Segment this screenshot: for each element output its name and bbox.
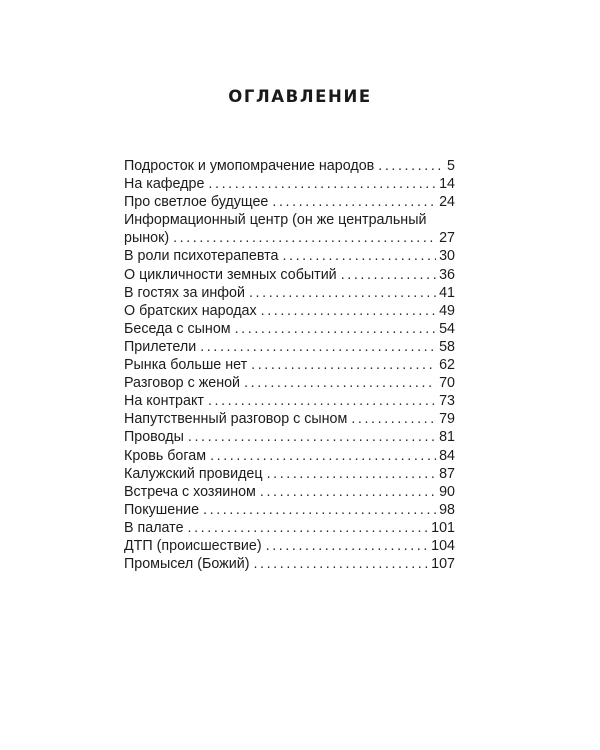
toc-entry-page-number: 62 [439,357,455,374]
toc-entry-title: Промысел (Божий) [124,556,250,573]
toc-entry [124,193,455,211]
toc-dot-leader [253,555,428,573]
toc-entry [124,157,455,175]
toc-entry-title: Разговор с женой [124,375,241,392]
toc-entry [124,356,455,374]
toc-entry-page-number: 101 [431,519,455,536]
toc-entry-title: О братских народах [124,302,257,319]
toc-entry-page-number: 49 [439,302,455,319]
toc-entry-page-number: 98 [439,501,455,518]
toc-entry-title: Прилетели [124,338,197,355]
toc-entry-title: На контракт [124,393,204,410]
toc-entry-title: Покушение [124,501,200,518]
toc-entry [124,483,455,501]
toc-dot-leader [188,519,429,537]
toc-entry [124,428,455,446]
toc-entry-page-number: 27 [439,230,455,247]
toc-entry-title: Кровь богам [124,447,207,464]
toc-entry [124,465,455,483]
toc-entry-page-number: 58 [439,338,455,355]
toc-dot-leader [200,338,436,356]
toc-entry [124,501,455,519]
toc-entry [124,374,455,392]
toc-entry-title: В гостях за инфой [124,284,245,301]
toc-entry-page-number: 90 [439,483,455,500]
toc-entry [124,284,455,302]
toc-dot-leader [188,428,436,446]
toc-entry-title: рынок) [124,230,170,247]
toc-dot-leader [210,447,436,465]
toc-entry-page-number: 5 [447,158,455,174]
toc-dot-leader [173,229,436,247]
toc-entry-title: На кафедре [124,176,205,193]
toc-dot-leader [260,483,436,501]
toc-entry-page-number: 79 [439,411,455,428]
toc-dot-leader [251,356,436,374]
toc-entry-page-number: 30 [439,248,455,265]
toc-dot-leader [249,284,436,302]
toc-dot-leader [266,537,429,555]
toc-entry-title: Калужский провидец [124,465,263,482]
toc-dot-leader [378,157,444,175]
toc-entry-title: В роли психотерапевта [124,248,279,265]
toc-entry [124,229,455,247]
toc-entry [124,447,455,465]
page-title: ОГЛАВЛЕНИЕ [228,87,372,106]
toc-entry-title: Подросток и умопомрачение народов [124,158,375,174]
toc-entry-page-number: 104 [431,537,455,554]
toc-entry-title: Беседа с сыном [124,320,231,337]
toc-entry-page-number: 24 [439,194,455,211]
toc-entry-title: Информационный центр (он же центральный [124,212,427,229]
toc-entry-page-number: 54 [439,320,455,337]
toc-dot-leader [244,374,436,392]
toc-entry [124,247,455,265]
toc-entry [124,175,455,193]
toc-entry-title: В палате [124,519,184,536]
toc-entry-title: Про светлое будущее [124,194,269,211]
toc-entry [124,392,455,410]
toc-entry [124,320,455,338]
toc-entry-title: Встреча с хозяином [124,483,256,500]
toc-dot-leader [235,320,436,338]
toc-entry-page-number: 107 [431,556,455,573]
toc-entry-page-number: 36 [439,266,455,283]
toc-entry-page-number: 81 [439,429,455,446]
toc-dot-leader [208,392,436,410]
toc-entry-page-number: 14 [439,176,455,193]
toc-entry-page-number: 73 [439,393,455,410]
toc-dot-leader [341,266,436,284]
toc-entry [124,302,455,320]
toc-entry-page-number: 70 [439,375,455,392]
toc-entry-page-number: 84 [439,447,455,464]
toc-entry [124,519,455,537]
toc-entry-page-number: 41 [439,284,455,301]
toc-dot-leader [272,193,436,211]
toc-dot-leader [261,302,436,320]
toc-entry-title: ДТП (происшествие) [124,537,262,554]
table-of-contents [124,157,455,573]
toc-entry [124,555,455,573]
toc-entry [124,537,455,555]
toc-entry-page-number: 87 [439,465,455,482]
toc-entry-title: О цикличности земных событий [124,266,337,283]
toc-dot-leader [282,247,436,265]
toc-entry [124,410,455,428]
toc-entry [124,266,455,284]
toc-entry-title: Рынка больше нет [124,357,248,374]
toc-entry-title: Проводы [124,429,184,446]
toc-dot-leader [203,501,436,519]
toc-dot-leader [351,410,436,428]
toc-entry [124,338,455,356]
toc-dot-leader [208,175,436,193]
toc-entry [124,211,455,229]
toc-entry-title: Напутственный разговор с сыном [124,411,348,428]
toc-dot-leader [267,465,437,483]
